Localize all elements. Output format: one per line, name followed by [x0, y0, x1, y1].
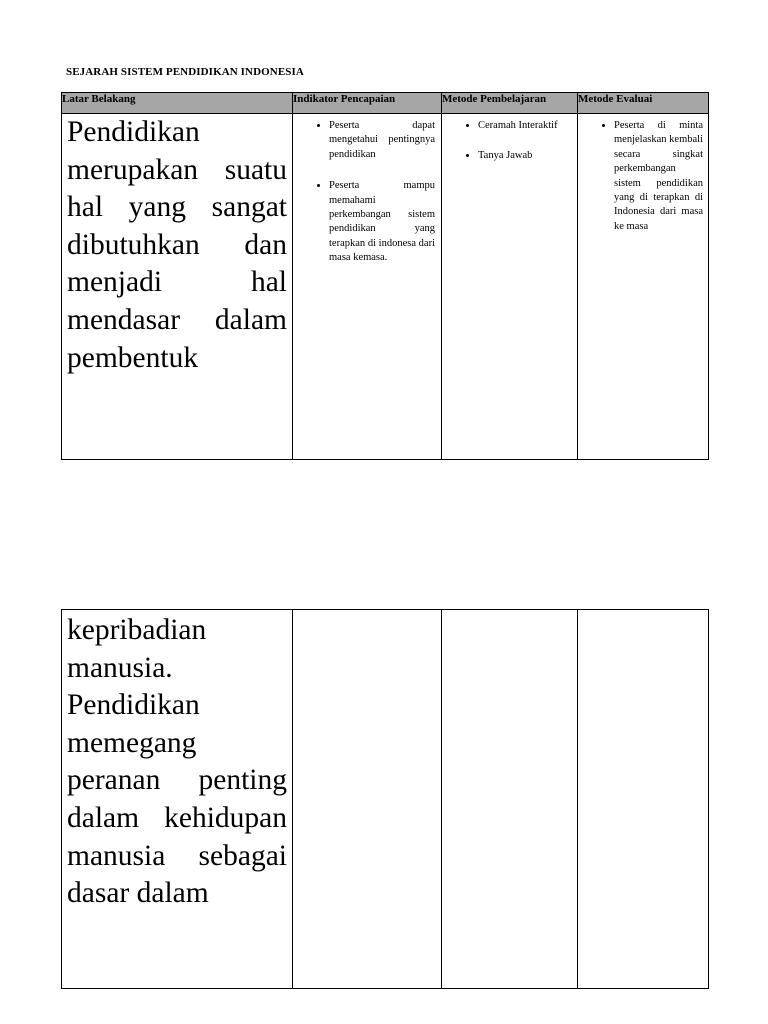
table-row: [62, 114, 709, 460]
header-metode-evaluasi: Metode Evaluai: [578, 93, 709, 114]
indikator-list: [293, 118, 441, 266]
table-header-row: [62, 93, 709, 114]
list-item: • Peserta di minta menjelaskan kembali secara singkat perkembangan sistem pendidikan yang di terapkan di Indonesia dari masa ke masa: [614, 118, 703, 234]
latar-belakang-cell: [62, 610, 293, 989]
document-title: SEJARAH SISTEM PENDIDIKAN INDONESIA: [66, 66, 304, 78]
metode-evaluasi-cell: [578, 114, 709, 460]
table-row: [62, 610, 709, 989]
list-item: • Peserta dapat mengetahui pentingnya pendidikan: [329, 118, 435, 162]
latar-belakang-text: kepribadian manusia. Pendidikan memegang peranan penting dalam kehidupan manusia sebagai dasar dalam: [67, 614, 287, 910]
list-item: • Tanya Jawab: [478, 148, 573, 163]
latar-belakang-cell: [62, 114, 293, 460]
metode-pembelajaran-cell: [442, 610, 578, 989]
list-item: • Ceramah Interaktif: [478, 118, 573, 133]
metode-evaluasi-cell: [578, 610, 709, 989]
latar-belakang-text: Pendidikan merupakan suatu hal yang sangat dibutuhkan dan menjadi hal mendasar dalam pembentuk: [67, 116, 287, 374]
metode-pembelajaran-list: [442, 118, 577, 164]
curriculum-table: [61, 92, 709, 460]
header-latar-belakang: Latar Belakang: [62, 93, 293, 114]
header-metode-pembelajaran: Metode Pembelajaran: [442, 93, 578, 114]
metode-pembelajaran-cell: [442, 114, 578, 460]
metode-evaluasi-list: [578, 118, 708, 234]
indikator-cell: [293, 610, 442, 989]
list-item: • Peserta mampu memahami perkembangan sistem pendidikan yang terapkan di indonesa dari masa kemasa.: [329, 178, 435, 265]
indikator-cell: [293, 114, 442, 460]
header-indikator-pencapaian: Indikator Pencapaian: [293, 93, 442, 114]
curriculum-table-continued: [61, 609, 709, 989]
